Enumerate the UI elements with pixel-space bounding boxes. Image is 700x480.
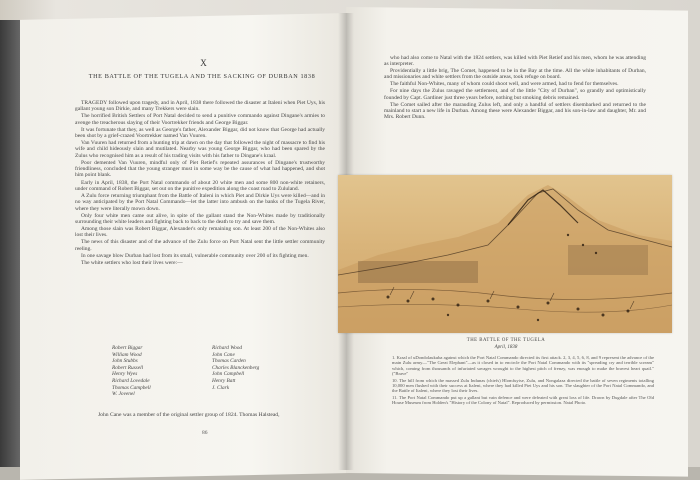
- paragraph: The white settlers who lost their lives were:—: [81, 259, 183, 266]
- closing-sentence: John Cane was a member of the original settler group of 1824. Thomas Halstead,: [98, 412, 280, 418]
- name-item: John Campbell: [212, 371, 245, 378]
- paragraph: who had also come to Natal with the 1824 settlers, was killed with Piet Retief and his men, whom he was attending as interpreter.: [384, 55, 646, 68]
- name-item: Richard Lovedale: [112, 377, 150, 384]
- paragraph: The faithful Non-Whites, many of whom could shoot well, and were armed, had to fend for themselves.: [390, 81, 619, 88]
- illustration-caption-date: April, 1838: [494, 345, 518, 350]
- name-item: Robert Biggar: [112, 345, 143, 351]
- paragraph: In one savage blow Durban had lost from its small, vulnerable community over 200 of its fighting men.: [81, 252, 309, 259]
- settler-names-list: [112, 345, 312, 398]
- battle-sketch-svg: [338, 175, 672, 333]
- name-item: Robert Russell: [112, 364, 144, 371]
- paragraph: Only four white men came out alive, in spite of the gallant stand the Non-Whites made by traditionally surrounding their white leaders and fighting back to back to the death to try and save them.: [75, 212, 325, 225]
- name-item: John Stubbs: [112, 358, 138, 365]
- paragraph: It was fortunate that they, as well as George's father, Alexander Biggar, did not know that George had actually been shot by a grief-crazed Voortrekker named Van Vuuren.: [75, 126, 325, 140]
- chapter-title: THE BATTLE OF THE TUGELA AND THE SACKING OF DURBAN 1838: [88, 73, 316, 80]
- paragraph: TRAGEDY followed upon tragedy, and in April, 1838 there followed the disaster at Italeni when Piet Uys, his gallant young son Dirkie, and many Trekkers were slain.: [75, 100, 325, 113]
- paragraph: Van Vuuren had returned from a hunting trip at dawn on the day that followed the night of massacre to find his wife and child hideously slain and mutilated. Nearby was young George Biggar, who had been spared by the Zulus who recognised him as a result of his trading visits with his father to Dingane's kraal.: [75, 140, 325, 159]
- names-column-1: [112, 345, 192, 398]
- left-body-text: [75, 100, 325, 267]
- name-item: Henry Batt: [212, 377, 236, 384]
- paragraph: The horrified British Settlers of Port Natal decided to send a punitive commando against Dingane's armies to avenge the treacherous slaying of their Voortrekker friends and George Biggar.: [75, 113, 325, 126]
- name-item: William Wood: [112, 351, 142, 358]
- note-item: 10. The hill from which the massed Zulu Indunas (chiefs) Hlomfuyise, Zulu, and Nongalaza directed the battle of seven regiments totalling 10,000 men flushed with their success at Italeni, where they had killed Piet Uys and his son. The slaughter of the Port Natal Commando, and the Battle of Italeni, where they lost their lives.: [392, 377, 654, 394]
- paragraph: The Comet sailed after the marauding Zulus left, and only a handful of settlers disembarked and returned to the mainland to start a new life in Durban. Among these were Alexander Biggar, and his son-in-law and daughter, Mr. and Mrs. Robert Dunn.: [384, 101, 646, 121]
- name-item: Charles Blanckenberg: [212, 364, 260, 371]
- name-item: W. Jovenel: [112, 391, 135, 398]
- right-body-text: [384, 55, 646, 121]
- name-item: J. Clark: [212, 384, 230, 391]
- illustration-caption-title: THE BATTLE OF THE TUGELA: [466, 338, 546, 343]
- paragraph: For nine days the Zulus ravaged the settlement, and of the little "City of Durban", so grandly and optimistically founded by Capt. Gardiner just three years before, nothing but smoking debris remained.: [384, 88, 646, 101]
- name-item: Richard Wood: [212, 345, 243, 351]
- name-item: John Cane: [212, 351, 235, 358]
- paragraph: Providentially a little brig, The Comet, happened to be in the Bay at the time. All the white inhabitants of Durban, and missionaries and white settlers from the outside areas, took refuge on board.: [384, 68, 646, 81]
- note-item: 1. Kraal of uDondolaukuba against which the Port Natal Commando directed its first attack. 2, 3, 4, 5, 6, 8, and 9 represent the advance of the main Zulu army—"The Great Elephant"—as it closed in to encircle the Port Natal Commando with its "spreading cry and terrible scream" which, coming from thousands of infuriated savages wrought to the highest pitch of frenzy, was enough to make the bravest heart quail." ("Brave": [392, 355, 654, 377]
- battle-illustration: [338, 175, 672, 333]
- paragraph: Early in April, 1838, the Port Natal commando of about 20 white men and some 800 non-white retainers, under command of Robert Biggar, set out on the punitive expedition along the coast road to Zululand.: [75, 179, 325, 192]
- paragraph: A Zulu force returning triumphant from the Battle of Italeni in which Piet and Dirkie Uys were killed—and in no way anticipated by the Port Natal Commando—let the latter into ambush on the banks of the Tugela River, where they were literally mown down.: [75, 192, 325, 212]
- paragraph: The news of this disaster and of the advance of the Zulu force on Port Natal sent the little settler community reeling.: [75, 239, 325, 252]
- illustration-notes: [392, 355, 654, 407]
- paragraph: Among those slain was Robert Biggar, Alexander's only remaining son. At least 200 of the Non-Whites also lost their lives.: [75, 226, 325, 239]
- page-number: 86: [202, 430, 208, 436]
- name-item: Thomas Carden: [212, 358, 246, 365]
- name-item: Thomas Campbell: [112, 384, 151, 391]
- chapter-number: X: [200, 58, 208, 68]
- name-item: Henry Wyes: [112, 371, 138, 378]
- note-item: 11. The Port Natal Commando put up a gallant but vain defence and were defeated with great loss of life. Drawn by Dugdale after The Old House Museum from Holden's "History of the Colony of Natal". Reproduced by permission. Natal Photo.: [392, 394, 654, 406]
- paragraph: Poor demented Van Vuuren, mindful only of Piet Retief's repeated assurances of Dingane's trustworthy friendliness, concluded that the young stranger must in some way be the cause of what had happened, and shot him point blank.: [75, 159, 325, 179]
- names-column-2: [212, 345, 292, 398]
